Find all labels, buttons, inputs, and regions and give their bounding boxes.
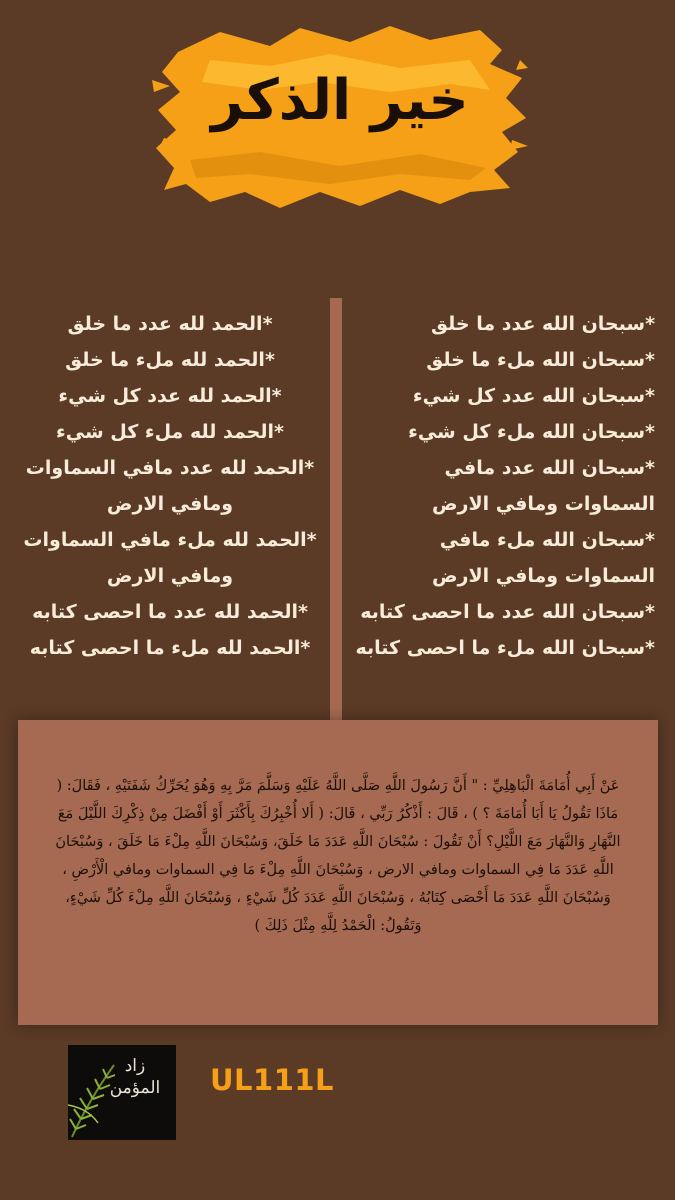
list-item: *سبحان الله ملء ما احصى كتابه: [355, 637, 655, 659]
column-divider: [330, 298, 342, 728]
list-item: *سبحان الله ملء مافي السماوات ومافي الارض: [431, 529, 655, 587]
logo-text: زاد المؤمن: [109, 1056, 161, 1098]
list-item: *الحمد لله ملء كل شيء: [56, 421, 284, 443]
logo: [68, 1045, 176, 1140]
hadith-panel: [18, 720, 658, 1025]
list-item: *سبحان الله ملء كل شيء: [408, 421, 655, 443]
list-item: *الحمد لله ملء ما خلق: [65, 349, 275, 371]
page-title: خير الذكر: [211, 68, 469, 133]
list-item: *سبحان الله عدد مافي السماوات ومافي الارض: [431, 457, 655, 515]
list-item: *الحمد لله عدد ما احصى كتابه: [32, 601, 308, 623]
hadith-text: عَنْ أَبِي أُمَامَةَ الْبَاهِلِيِّ : " أَنَّ رَسُولَ اللَّهِ صَلَّى اللَّهُ عَلَيْهِ وَسَلَّمَ مَرَّ بِهِ وَهُوَ يُحَرِّكُ شَفَتَيْهِ ، فَقَالَ: ( مَاذَا تَقُولُ يَا أَبَا أُمَامَةَ ؟ ) ، قَالَ : أَذْكُرُ رَبِّي ، قَالَ: ( أَلا أُخْبِرُكَ بِأَكْثَرَ أَوْ أَفْضَلَ مِنْ ذِكْرِكَ اللَّيْلَ مَعَ النَّهَارِ وَالنَّهَارَ مَعَ اللَّيْلِ؟ أَنْ تَقُولَ : سُبْحَانَ اللَّهِ عَدَدَ مَا خَلَقَ، وَسُبْحَانَ اللَّهِ مِلْءَ مَا خَلَقَ ، وَسُبْحَانَ اللَّهِ عَدَدَ مَا فِي السماوات ومافي الارض ، وَسُبْحَانَ اللَّهِ مِلْءَ مَا فِي السماوات ومافي الْأَرْضِ ، وَسُبْحَانَ اللَّهِ عَدَدَ مَا أَحْصَى كِتَابُهُ ، وَسُبْحَانَ اللَّهِ عَدَدَ كُلِّ شَيْءٍ ، وَسُبْحَانَ اللَّهِ مِلْءَ كُلِّ شَيْءٍ، وَتَقُولُ: الْحَمْدُ لِلَّهِ مِثْلَ ذَلِكَ ): [55, 778, 621, 934]
list-item: *سبحان الله ملء ما خلق: [426, 349, 655, 371]
author-handle: UL111L: [210, 1063, 335, 1097]
list-item: *الحمد لله ملء مافي السماوات ومافي الارض: [23, 529, 317, 587]
list-item: *الحمد لله عدد ما خلق: [67, 313, 273, 335]
list-item: *سبحان الله عدد كل شيء: [412, 385, 655, 407]
list-item: *سبحان الله عدد ما خلق: [431, 313, 655, 335]
tasbeeh-list: [355, 306, 655, 666]
title-banner: [150, 20, 530, 210]
list-item: *سبحان الله عدد ما احصى كتابه: [360, 601, 655, 623]
list-item: *الحمد لله عدد مافي السماوات ومافي الارض: [25, 457, 315, 515]
list-item: *الحمد لله ملء ما احصى كتابه: [29, 637, 311, 659]
list-item: *الحمد لله عدد كل شيء: [58, 385, 282, 407]
tahmeed-list: [20, 306, 320, 666]
